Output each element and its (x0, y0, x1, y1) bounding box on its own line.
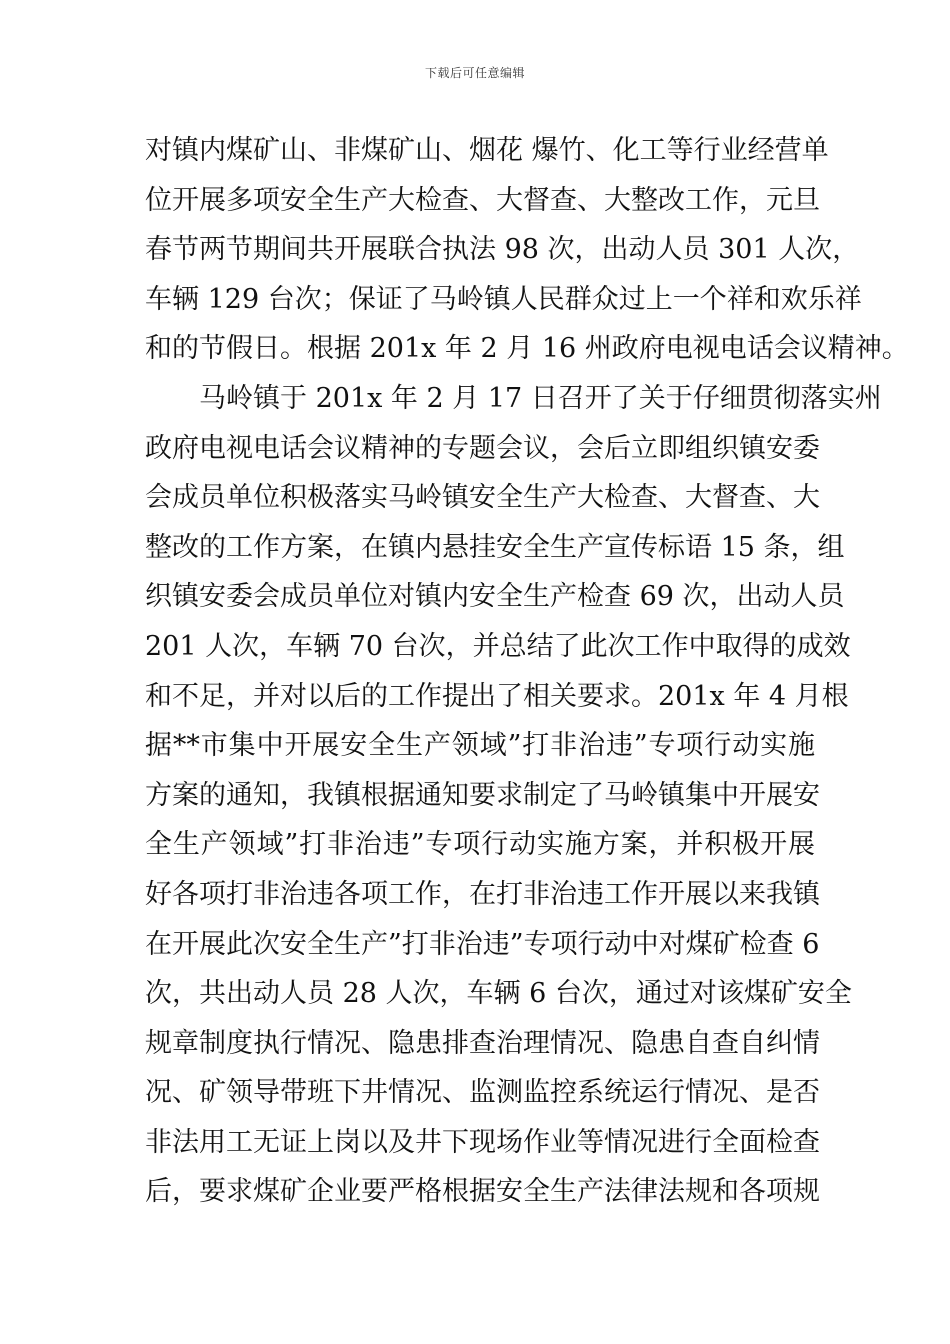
text-line: 全生产领域”打非治违”专项行动实施方案，并积极开展 (145, 829, 815, 861)
text-line: 次，共出动人员 28 人次，车辆 6 台次，通过对该煤矿安全 (145, 978, 852, 1010)
text-line: 位开展多项安全生产大检查、大督查、大整改工作，元旦 (145, 184, 820, 216)
text-line: 织镇安委会成员单位对镇内安全生产检查 69 次，出动人员 (145, 581, 845, 613)
text-line: 在开展此次安全生产”打非治违”专项行动中对煤矿检查 6 (145, 928, 820, 960)
text-line: 和的节假日。根据 201x 年 2 月 16 州政府电视电话会议精神。 (145, 333, 909, 365)
text-line: 政府电视电话会议精神的专题会议，会后立即组织镇安委 (145, 432, 820, 464)
text-line: 和不足，并对以后的工作提出了相关要求。201x 年 4 月根 (145, 680, 849, 712)
text-line: 非法用工无证上岗以及井下现场作业等情况进行全面检查 (145, 1126, 820, 1158)
page-header: 下载后可任意编辑 (424, 66, 525, 80)
text-line: 201 人次，车辆 70 台次，并总结了此次工作中取得的成效 (145, 630, 851, 662)
text-line: 规章制度执行情况、隐患排查治理情况、隐患自查自纠情 (145, 1027, 820, 1059)
text-line: 会成员单位积极落实马岭镇安全生产大检查、大督查、大 (145, 482, 820, 514)
text-line: 据**市集中开展安全生产领域”打非治违”专项行动实施 (145, 730, 815, 762)
document-body (145, 126, 909, 1217)
text-line: 后，要求煤矿企业要严格根据安全生产法律法规和各项规 (145, 1176, 820, 1208)
text-line: 春节两节期间共开展联合执法 98 次，出动人员 301 人次， (145, 234, 860, 266)
paragraph-1 (145, 126, 909, 374)
text-line: 对镇内煤矿山、非煤矿山、烟花 爆竹、化工等行业经营单 (145, 135, 829, 166)
text-line: 好各项打非治违各项工作，在打非治违工作开展以来我镇 (145, 878, 820, 910)
text-line: 方案的通知，我镇根据通知要求制定了马岭镇集中开展安 (145, 779, 820, 811)
text-line: 马岭镇于 201x 年 2 月 17 日召开了关于仔细贯彻落实州 (199, 382, 882, 414)
paragraph-2 (145, 374, 882, 1217)
text-line: 况、矿领导带班下井情况、监测监控系统运行情况、是否 (145, 1077, 820, 1109)
text-line: 整改的工作方案，在镇内悬挂安全生产宣传标语 15 条，组 (145, 531, 845, 563)
text-line: 车辆 129 台次；保证了马岭镇人民群众过上一个祥和欢乐祥 (145, 283, 862, 315)
